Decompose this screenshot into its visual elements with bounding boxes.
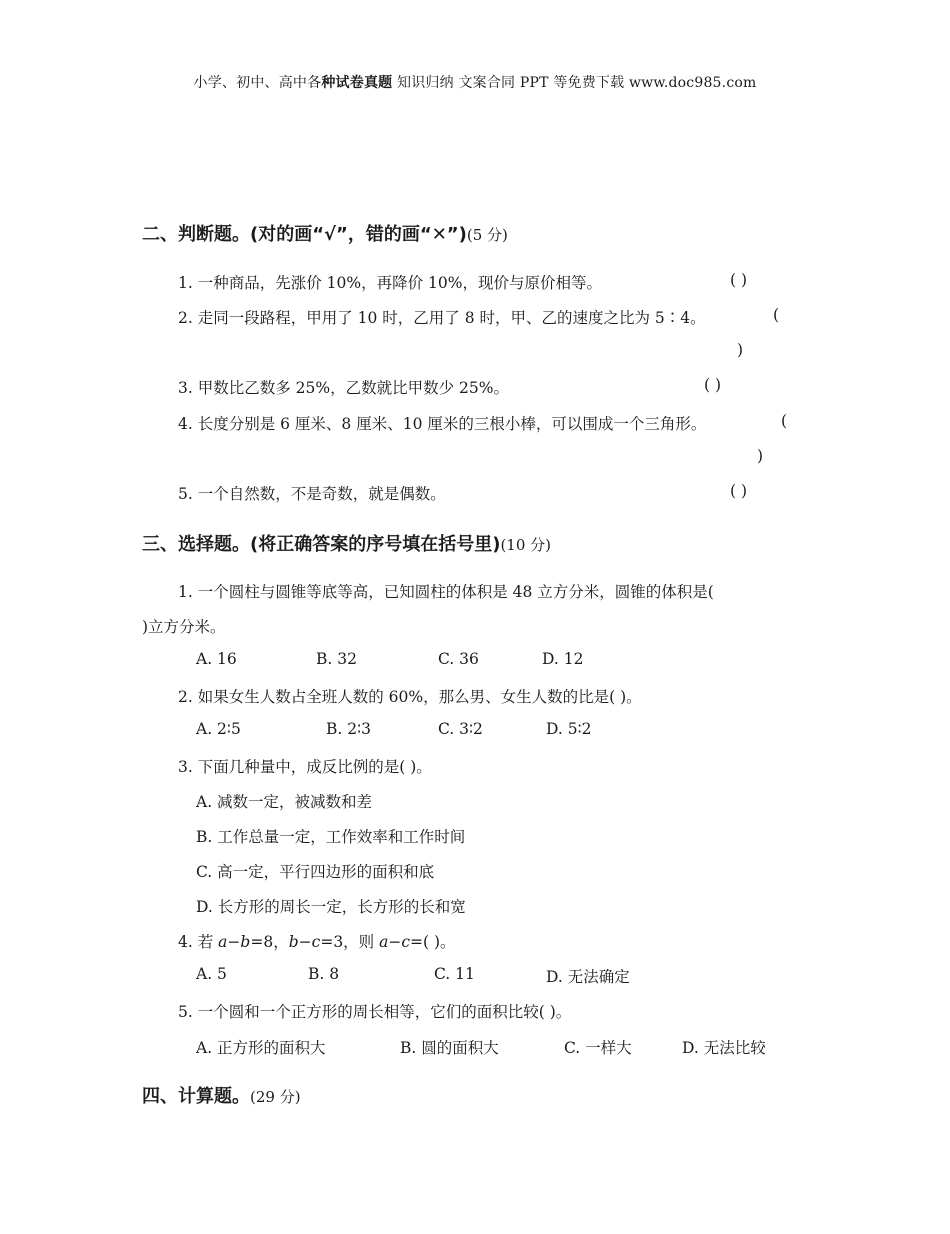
minus-sign: − — [298, 933, 312, 951]
choice-q4 — [178, 930, 456, 952]
q4-option-c[interactable]: C. 11 — [434, 965, 475, 983]
judge-item-5: 5. 一个自然数，不是奇数，就是偶数。 — [178, 485, 446, 503]
section-2-points: (5 分) — [466, 226, 508, 244]
section-3-title: 三、选择题。(将正确答案的序号填在括号里) — [142, 534, 501, 555]
judge-item-2: 2. 走同一段路程，甲用了 10 时，乙用了 8 时，甲、乙的速度之比为 5∶4。 — [178, 309, 706, 327]
judge-item-4: 4. 长度分别是 6 厘米、8 厘米、10 厘米的三根小棒，可以围成一个三角形。 — [178, 415, 707, 433]
choice-q2: 2. 如果女生人数占全班人数的 60%，那么男、女生人数的比是( )。 — [178, 688, 642, 706]
q2-option-d[interactable]: D. 5∶2 — [546, 720, 592, 738]
var-a: a — [379, 933, 389, 951]
choice-q5: 5. 一个圆和一个正方形的周长相等，它们的面积比较( )。 — [178, 1003, 572, 1021]
choice-q3: 3. 下面几种量中，成反比例的是( )。 — [178, 758, 432, 776]
q5-option-b[interactable]: B. 圆的面积大 — [400, 1039, 499, 1057]
q3-option-b[interactable]: B. 工作总量一定，工作效率和工作时间 — [196, 828, 466, 846]
var-a: a — [218, 933, 228, 951]
minus-sign: − — [227, 933, 241, 951]
q4-mid1: =8， — [250, 933, 289, 951]
section-2-title: 二、判断题。(对的画“√”，错的画“✕”) — [142, 224, 467, 245]
page-header — [0, 72, 950, 92]
judge-item-1: 1. 一种商品，先涨价 10%，再降价 10%，现价与原价相等。 — [178, 274, 602, 292]
section-3-points: (10 分) — [500, 536, 552, 554]
choice-q1-line1: 1. 一个圆柱与圆锥等底等高，已知圆柱的体积是 48 立方分米，圆锥的体积是( — [178, 583, 714, 601]
q1-option-d[interactable]: D. 12 — [542, 650, 584, 668]
section-4-heading — [142, 1082, 301, 1108]
answer-paren-2-close[interactable]: ) — [737, 341, 744, 359]
section-4-title: 四、计算题。 — [142, 1086, 250, 1107]
q4-option-d[interactable]: D. 无法确定 — [546, 968, 630, 986]
section-2-heading — [142, 220, 508, 246]
q4-mid2: =3，则 — [320, 933, 380, 951]
q5-option-c[interactable]: C. 一样大 — [564, 1039, 632, 1057]
answer-paren-3[interactable]: ( ) — [704, 376, 722, 394]
answer-paren-2-open[interactable]: ( — [773, 306, 780, 324]
q2-option-b[interactable]: B. 2∶3 — [326, 720, 372, 738]
q3-option-c[interactable]: C. 高一定，平行四边形的面积和底 — [196, 863, 435, 881]
q4-suffix: =( )。 — [410, 933, 456, 951]
q1-option-c[interactable]: C. 36 — [438, 650, 479, 668]
minus-sign: − — [388, 933, 402, 951]
q3-option-a[interactable]: A. 减数一定，被减数和差 — [196, 793, 373, 811]
q2-option-a[interactable]: A. 2∶5 — [196, 720, 241, 738]
header-text-2: 知识归纳 文案合同 PPT 等免费下载 www.doc985.com — [392, 75, 757, 91]
answer-paren-4-close[interactable]: ) — [757, 447, 764, 465]
q4-prefix: 4. 若 — [178, 933, 219, 951]
q1-option-a[interactable]: A. 16 — [196, 650, 237, 668]
var-b: b — [288, 933, 299, 951]
q4-option-a[interactable]: A. 5 — [196, 965, 227, 983]
judge-item-3: 3. 甲数比乙数多 25%，乙数就比甲数少 25%。 — [178, 379, 509, 397]
header-text-bold: 种试卷真题 — [321, 75, 393, 91]
answer-paren-5[interactable]: ( ) — [730, 482, 748, 500]
choice-q1-line2: )立方分米。 — [142, 618, 226, 636]
q2-option-c[interactable]: C. 3∶2 — [438, 720, 483, 738]
answer-paren-4-open[interactable]: ( — [781, 412, 788, 430]
q3-option-d[interactable]: D. 长方形的周长一定，长方形的长和宽 — [196, 898, 466, 916]
var-c: c — [401, 933, 411, 951]
header-text-1: 小学、初中、高中各 — [193, 75, 322, 91]
section-4-points: (29 分) — [250, 1088, 301, 1106]
section-3-heading — [142, 530, 551, 556]
q4-option-b[interactable]: B. 8 — [308, 965, 340, 983]
var-b: b — [240, 933, 251, 951]
answer-paren-1[interactable]: ( ) — [730, 271, 748, 289]
q1-option-b[interactable]: B. 32 — [316, 650, 357, 668]
q5-option-a[interactable]: A. 正方形的面积大 — [196, 1039, 326, 1057]
q5-option-d[interactable]: D. 无法比较 — [682, 1039, 766, 1057]
var-c: c — [311, 933, 321, 951]
